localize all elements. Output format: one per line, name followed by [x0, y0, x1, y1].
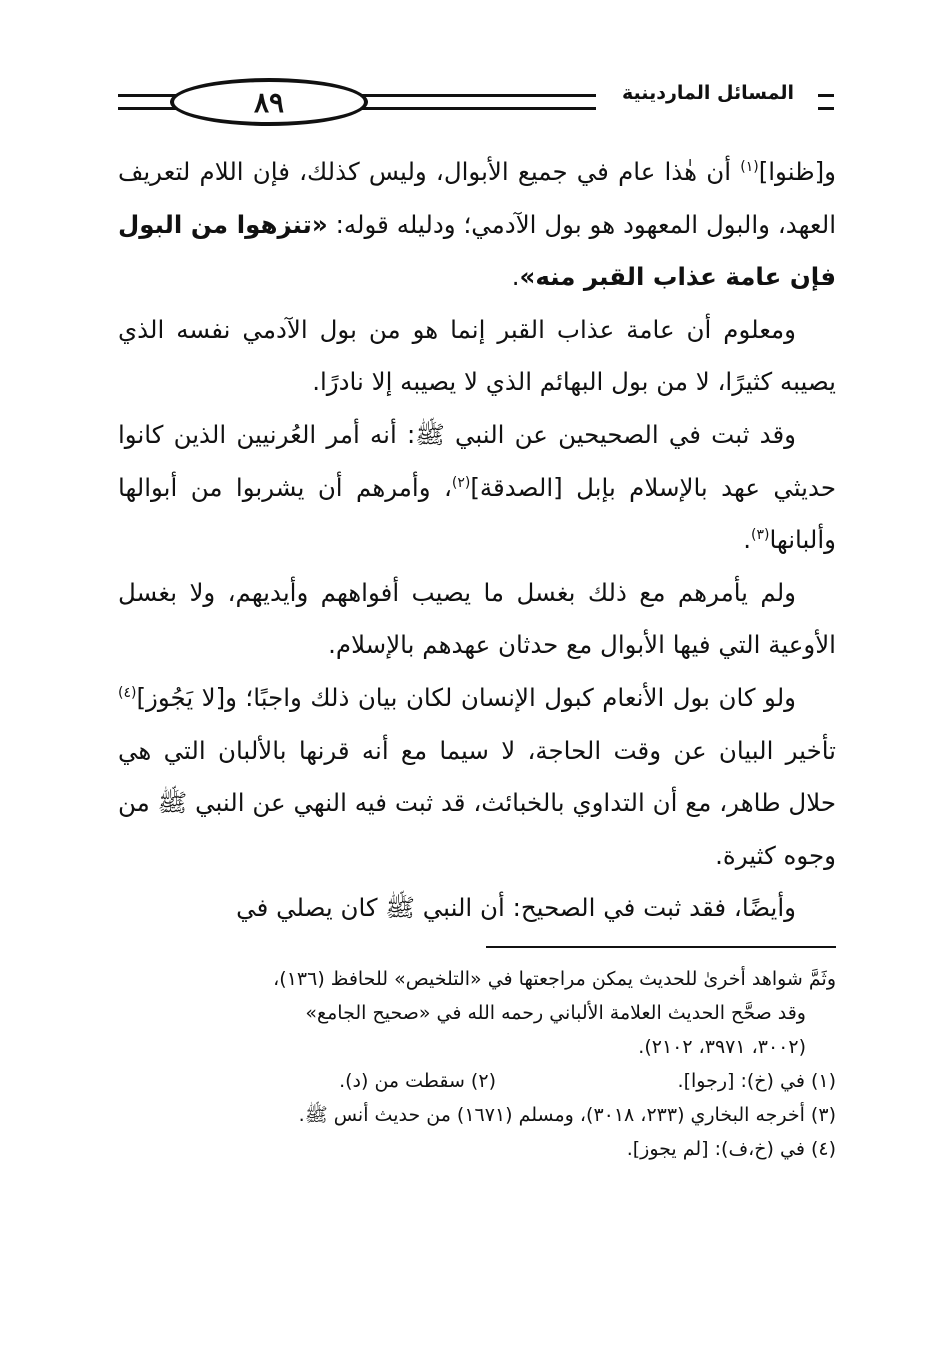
paragraph-3-text: وقد ثبت في الصحيحين عن النبي ﷺ: أنه أمر العُرنيين الذين كانوا حديثي عهد بالإسلام بإبل [الصدقة] — [118, 419, 836, 502]
paragraph-5-text-2: تأخير البيان عن وقت الحاجة، لا سيما مع أنه قرنها بالألبان التي هي حلال طاهر، مع أن التداوي بالخبائث، قد ثبت فيه النهي عن النبي ﷺ من وجوه كثيرة. — [118, 735, 836, 870]
footnote-separator — [486, 946, 836, 948]
main-text — [118, 146, 836, 935]
footnote-3: (٣) أخرجه البخاري (٢٣٣، ٣٠١٨)، ومسلم (١٦٧١) من حديث أنس ﷺ. — [298, 1104, 836, 1126]
footnote-ref-4: (٤) — [118, 684, 137, 701]
header-rule-right — [818, 94, 834, 110]
footnote-ref-2: (٢) — [451, 474, 471, 491]
running-header — [118, 76, 834, 128]
paragraph-1-text: أن هٰذا عام في جميع الأبوال، وليس كذلك، فإن اللام لتعريف العهد، والبول المعهود هو بول الآدمي؛ ودليله قوله: — [118, 157, 836, 239]
page-number: ٨٩ — [170, 78, 368, 126]
paragraph-3-end: . — [743, 525, 751, 555]
footnote-4: (٤) في (خ،ف): [لم يجوز]. — [626, 1138, 836, 1160]
footnotes — [118, 962, 836, 1166]
book-title: المسائل الماردينية — [622, 82, 794, 104]
paragraph-3-text-2: ، وأمرهم أن يشربوا من أبوالها وألبانها — [118, 472, 836, 555]
footnote-1: (١) في (خ): [رجوا]. — [677, 1070, 836, 1092]
footnote-ref-1: (١) — [740, 158, 759, 175]
paragraph-1 — [118, 146, 836, 304]
footnote-carryover-line-2: وقد صحَّح الحديث العلامة الألباني رحمه الله في «صحيح الجامع» — [305, 1002, 806, 1024]
paragraph-1-end: . — [511, 262, 520, 292]
paragraph-5-text: ولو كان بول الأنعام كبول الإنسان لكان بيان ذلك واجبًا؛ و[لا يَجُوز] — [136, 682, 796, 712]
footnote-2: (٢) سقطت من (د). — [339, 1070, 496, 1092]
paragraph-4: ولم يأمرهم مع ذلك بغسل ما يصيب أفواههم وأيديهم، ولا بغسل الأوعية التي فيها الأبوال مع حدثان عهدهم بالإسلام. — [118, 577, 836, 660]
footnote-ref-3: (٣) — [750, 527, 770, 543]
hadith-quote: «تنزهوا من البول فإن عامة عذاب القبر منه» — [118, 209, 836, 292]
paragraph-6: وأيضًا، فقد ثبت في الصحيح: أن النبي ﷺ كان يصلي في — [236, 893, 796, 923]
footnote-row-1-2 — [118, 1064, 836, 1098]
paragraph-1-start: و[ظنوا] — [758, 157, 836, 186]
paragraph-3 — [118, 409, 836, 567]
footnote-carryover-line-3: (٣٠٠٢، ٣٩٧١، ٢١٠٢). — [638, 1036, 806, 1058]
header-rule-middle — [360, 94, 596, 110]
paragraph-5 — [118, 672, 836, 882]
paragraph-2: ومعلوم أن عامة عذاب القبر إنما هو من بول الآدمي نفسه الذي يصيبه كثيرًا، لا من بول البهائم الذي لا يصيبه إلا نادرًا. — [118, 314, 836, 397]
footnote-carryover-line-1: وثَمَّ شواهد أخرىٰ للحديث يمكن مراجعتها في «التلخيص» للحافظ (١٣٦)، — [273, 968, 836, 990]
